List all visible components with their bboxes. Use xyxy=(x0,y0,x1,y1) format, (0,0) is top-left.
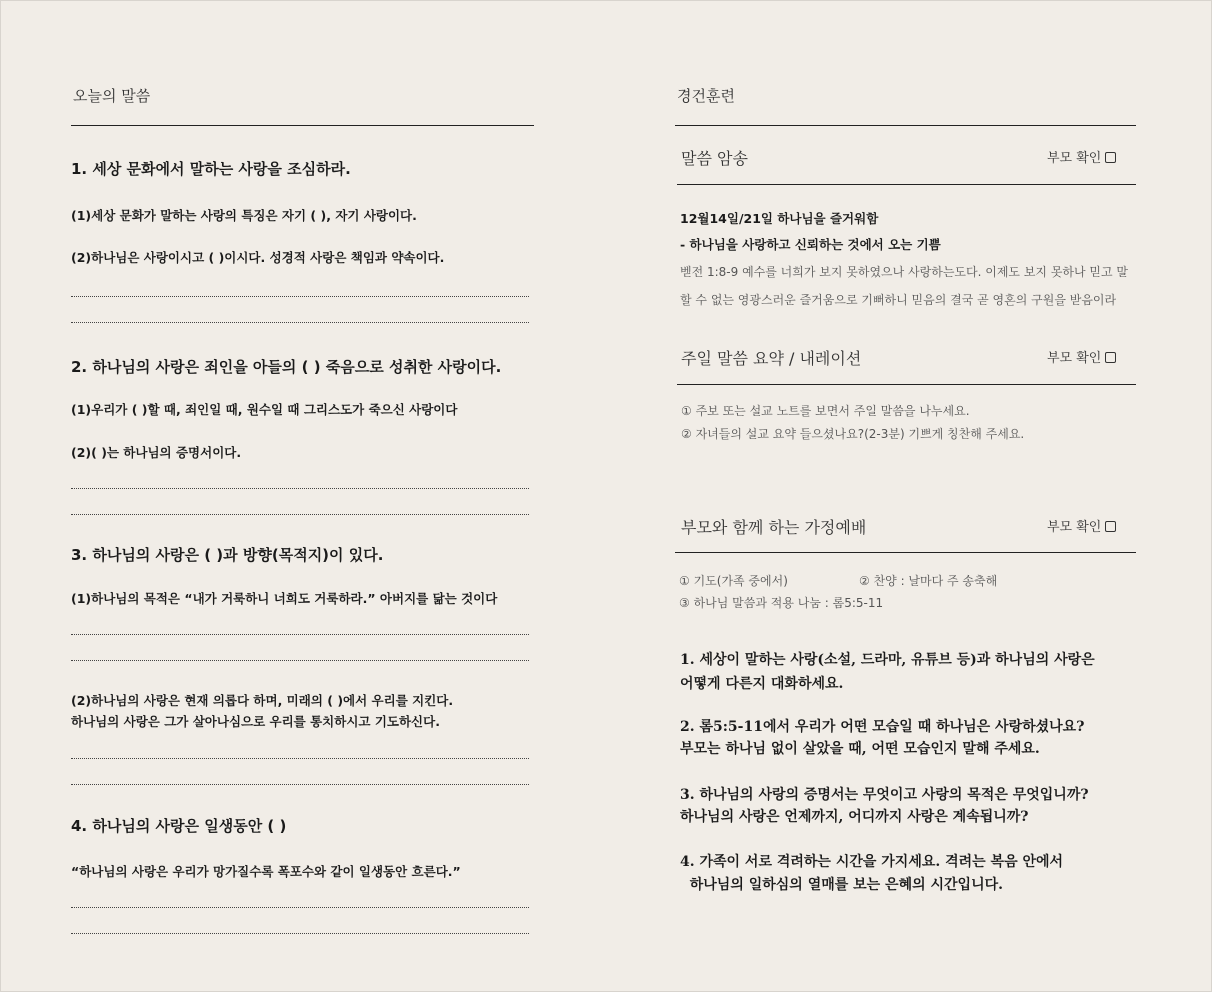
checkbox-icon[interactable] xyxy=(1105,521,1116,532)
section-3-line-1: (1)하나님의 목적은 “내가 거룩하니 너희도 거룩하라.” 아버지를 닮는 것이다 xyxy=(71,591,498,606)
section-3-line-2: (2)하나님의 사랑은 현재 의롭다 하며, 미래의 ( )에서 우리를 지킨다. xyxy=(71,693,454,708)
section-3-title: 3. 하나님의 사랑은 ( )과 방향(목적지)이 있다. xyxy=(71,546,384,564)
worship-rule xyxy=(675,552,1136,553)
checkbox-icon[interactable] xyxy=(1105,152,1116,163)
question-2-line-2: 부모는 하나님 없이 살았을 때, 어떤 모습인지 말해 주세요. xyxy=(680,741,1040,757)
memorize-sub-line: - 하나님을 사랑하고 신뢰하는 것에서 오는 기쁨 xyxy=(680,237,941,252)
writing-line[interactable] xyxy=(71,634,529,635)
writing-line[interactable] xyxy=(71,514,529,515)
writing-line[interactable] xyxy=(71,296,529,297)
memorize-parent-confirm[interactable] xyxy=(1047,147,1116,166)
section-1-line-2: (2)하나님은 사랑이시고 ( )이시다. 성경적 사랑은 책임과 약속이다. xyxy=(71,250,445,265)
memorize-verse-2: 할 수 없는 영광스러운 즐거움으로 기뻐하니 믿음의 결국 곧 영혼의 구원을 받음이라 xyxy=(680,293,1117,307)
question-1-line-1: 1. 세상이 말하는 사랑(소설, 드라마, 유튜브 등)과 하나님의 사랑은 xyxy=(680,652,1095,668)
section-4-line-1: “하나님의 사랑은 우리가 망가질수록 폭포수와 같이 일생동안 흐른다.” xyxy=(71,864,461,879)
checkbox-icon[interactable] xyxy=(1105,352,1116,363)
memorize-date-line: 12월14일/21일 하나님을 즐거워함 xyxy=(680,211,879,226)
section-2-line-2: (2)( )는 하나님의 증명서이다. xyxy=(71,445,242,460)
left-header-rule xyxy=(71,125,534,126)
writing-line[interactable] xyxy=(71,322,529,323)
summary-item-1: ① 주보 또는 설교 노트를 보면서 주일 말씀을 나누세요. xyxy=(681,404,970,418)
confirm-label: 부모 확인 xyxy=(1047,520,1102,535)
memorize-rule xyxy=(677,184,1136,185)
writing-line[interactable] xyxy=(71,758,529,759)
writing-line[interactable] xyxy=(71,933,529,934)
section-4-title: 4. 하나님의 사랑은 일생동안 ( ) xyxy=(71,817,287,835)
worship-item-word: ③ 하나님 말씀과 적용 나눔 : 롬5:5-11 xyxy=(679,596,884,610)
worship-parent-confirm[interactable] xyxy=(1047,516,1116,535)
section-2-line-1: (1)우리가 ( )할 때, 죄인일 때, 원수일 때 그리스도가 죽으신 사랑이다 xyxy=(71,402,458,417)
left-header: 오늘의 말씀 xyxy=(73,87,151,105)
right-header-rule xyxy=(675,125,1136,126)
worship-item-praise: ② 찬양 : 날마다 주 송축해 xyxy=(859,574,998,588)
question-2-line-1: 2. 롬5:5-11에서 우리가 어떤 모습일 때 하나님은 사랑하셨나요? xyxy=(680,719,1085,735)
confirm-label: 부모 확인 xyxy=(1047,151,1102,166)
memorize-title: 말씀 암송 xyxy=(681,149,748,168)
writing-line[interactable] xyxy=(71,907,529,908)
confirm-label: 부모 확인 xyxy=(1047,351,1102,366)
writing-line[interactable] xyxy=(71,784,529,785)
summary-title: 주일 말씀 요약 / 내레이션 xyxy=(681,349,862,368)
worship-item-prayer: ① 기도(가족 중에서) xyxy=(679,574,788,588)
section-1-title: 1. 세상 문화에서 말하는 사랑을 조심하라. xyxy=(71,160,351,178)
summary-rule xyxy=(677,384,1136,385)
question-1-line-2: 어떻게 다른지 대화하세요. xyxy=(680,676,844,692)
question-3-line-2: 하나님의 사랑은 언제까지, 어디까지 사랑은 계속됩니까? xyxy=(680,809,1029,825)
memorize-verse-1: 벧전 1:8-9 예수를 너희가 보지 못하였으나 사랑하는도다. 이제도 보지 못하나 믿고 말 xyxy=(680,265,1128,279)
worship-title: 부모와 함께 하는 가정예배 xyxy=(681,518,867,537)
question-4-line-2: 하나님의 일하심의 열매를 보는 은혜의 시간입니다. xyxy=(680,877,1003,893)
section-3-line-3: 하나님의 사랑은 그가 살아나심으로 우리를 통치하시고 기도하신다. xyxy=(71,714,440,729)
summary-item-2: ② 자녀들의 설교 요약 들으셨나요?(2-3분) 기쁘게 칭찬해 주세요. xyxy=(681,427,1025,441)
summary-parent-confirm[interactable] xyxy=(1047,347,1116,366)
writing-line[interactable] xyxy=(71,660,529,661)
writing-line[interactable] xyxy=(71,488,529,489)
question-4-line-1: 4. 가족이 서로 격려하는 시간을 가지세요. 격려는 복음 안에서 xyxy=(680,854,1064,870)
question-3-line-1: 3. 하나님의 사랑의 증명서는 무엇이고 사랑의 목적은 무엇입니까? xyxy=(680,787,1089,803)
section-2-title: 2. 하나님의 사랑은 죄인을 아들의 ( ) 죽음으로 성취한 사랑이다. xyxy=(71,358,502,376)
section-1-line-1: (1)세상 문화가 말하는 사랑의 특징은 자기 ( ), 자기 사랑이다. xyxy=(71,208,417,223)
right-header: 경건훈련 xyxy=(677,87,735,105)
